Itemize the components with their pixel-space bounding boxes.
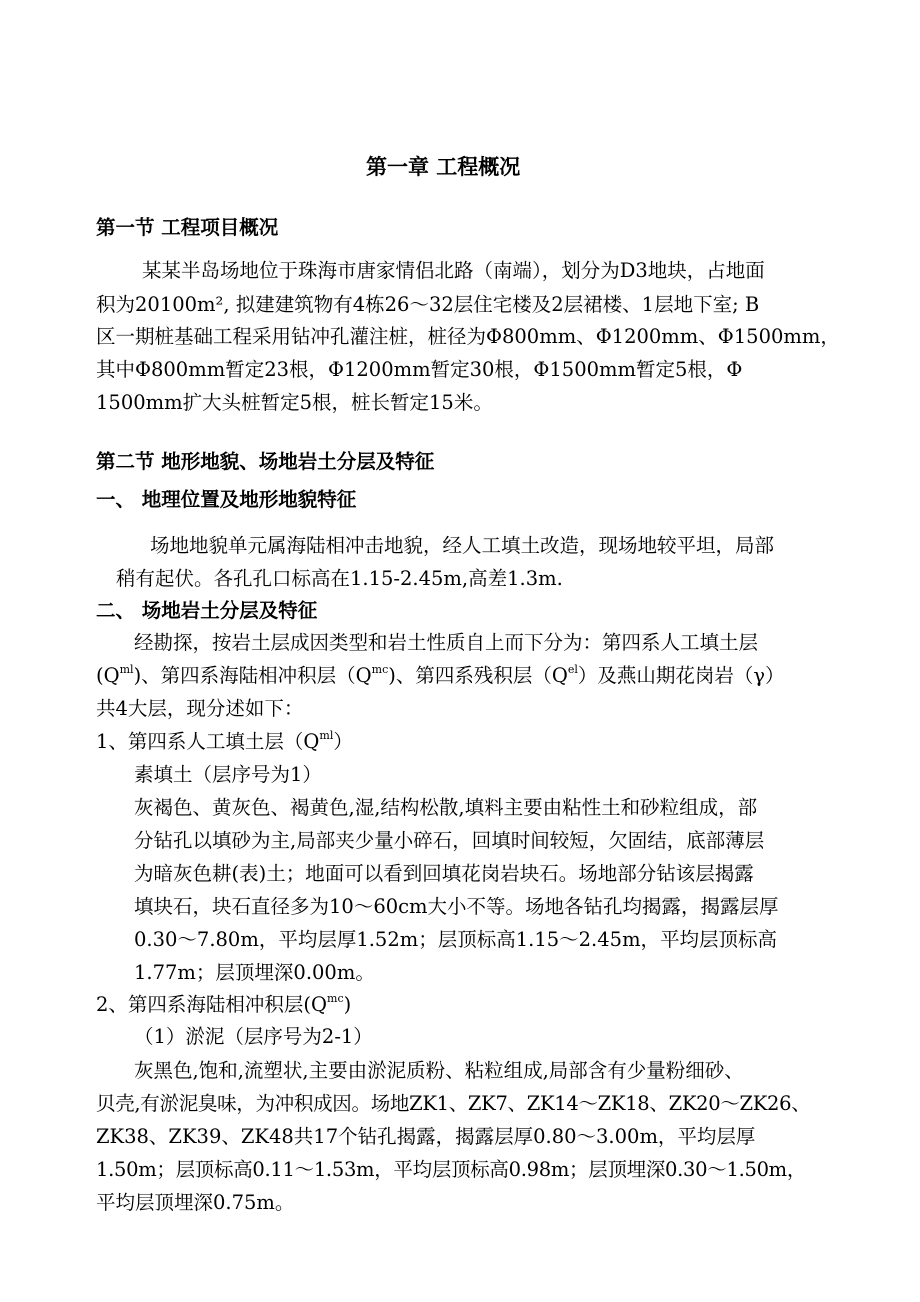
chapter-title: 第一章 工程概况 [366, 155, 521, 179]
layer1-line-6: 1.77m；层顶埋深0.00m。 [134, 961, 375, 984]
intro-sup-mc: mc [371, 662, 389, 676]
intro-text-a: (Q [96, 664, 120, 687]
intro-sup-el: el [567, 662, 578, 676]
layer1-title-text: 1、第四系人工填土层（Q [96, 730, 320, 753]
layer2-title-sup: mc [327, 991, 344, 1005]
sub1-heading: 一、 地理位置及地形地貌特征 [96, 488, 357, 511]
section2-heading: 第二节 地形地貌、场地岩土分层及特征 [96, 450, 435, 473]
layer1-line-2: 分钻孔以填砂为主,局部夹少量小碎石，回填时间较短，欠固结，底部薄层 [134, 829, 765, 852]
sub2-heading: 二、 场地岩土分层及特征 [96, 599, 318, 622]
sub1-line-1: 场地地貌单元属海陆相冲击地貌，经人工填土改造，现场地较平坦，局部 [150, 534, 775, 557]
layer2-subtitle: （1）淤泥（层序号为2-1） [134, 1025, 373, 1048]
layer1-title-end: ） [333, 730, 353, 753]
layer1-line-1: 灰褐色、黄灰色、褐黄色,湿,结构松散,填料主要由粘性土和砂粒组成，部 [134, 796, 758, 819]
layer2-line-5: 平均层顶埋深0.75m。 [96, 1191, 295, 1214]
section1-line-4: 其中Φ800mm暂定23根，Φ1200mm暂定30根，Φ1500mm暂定5根，Φ [96, 358, 743, 381]
layer1-line-4: 填块石，块石直径多为10～60cm大小不等。场地各钻孔均揭露，揭露层厚 [134, 895, 779, 918]
intro-text-b: )、第四系海陆相冲积层（Q [133, 664, 372, 687]
intro-text-d: ）及燕山期花岗岩（γ） [577, 664, 785, 687]
layer1-title-sup: ml [319, 728, 334, 742]
layer1-line-3: 为暗灰色耕(表)土；地面可以看到回填花岗岩块石。场地部分钻该层揭露 [134, 862, 754, 885]
sub1-line-2: 稍有起伏。各孔孔口标高在1.15-2.45m,高差1.3m. [116, 567, 563, 590]
layer1-title [96, 727, 353, 757]
sub2-intro-line-2 [96, 661, 785, 691]
layer2-line-3: ZK38、ZK39、ZK48共17个钻孔揭露，揭露层厚0.80～3.00m，平均层厚 [96, 1125, 756, 1148]
sub2-intro-line-1: 经勘探，按岩土层成因类型和岩土性质自上而下分为：第四系人工填土层 [134, 631, 759, 654]
layer2-title [96, 990, 351, 1020]
intro-sup-ml: ml [119, 662, 134, 676]
section1-heading: 第一节 工程项目概况 [96, 216, 279, 239]
layer1-line-5: 0.30～7.80m，平均层厚1.52m；层顶标高1.15～2.45m，平均层顶标高 [134, 928, 778, 951]
layer2-line-2: 贝壳,有淤泥臭味，为冲积成因。场地ZK1、ZK7、ZK14～ZK18、ZK20～ZK26、 [96, 1092, 811, 1115]
layer2-line-4: 1.50m；层顶标高0.11～1.53m，平均层顶标高0.98m；层顶埋深0.30～1.50m， [96, 1158, 807, 1181]
section1-line-2: 积为20100m², 拟建建筑物有4栋26～32层住宅楼及2层裙楼、1层地下室; B [96, 293, 760, 316]
intro-text-c: )、第四系残积层（Q [388, 664, 568, 687]
layer2-title-end: ) [343, 993, 352, 1016]
sub2-intro-line-3: 共4大层，现分述如下： [96, 697, 304, 720]
section1-line-3: 区一期桩基础工程采用钻冲孔灌注桩，桩径为Φ800mm、Φ1200mm、Φ1500mm， [96, 325, 840, 348]
layer2-line-1: 灰黑色,饱和,流塑状,主要由淤泥质粉、粘粒组成,局部含有少量粉细砂、 [134, 1059, 744, 1082]
layer1-subtitle: 素填土（层序号为1） [134, 763, 322, 786]
layer2-title-text: 2、第四系海陆相冲积层(Q [96, 993, 328, 1016]
section1-line-5: 1500mm扩大头桩暂定5根，桩长暂定15米。 [96, 391, 493, 414]
section1-line-1: 某某半岛场地位于珠海市唐家情侣北路（南端），划分为D3地块，占地面 [142, 259, 765, 282]
